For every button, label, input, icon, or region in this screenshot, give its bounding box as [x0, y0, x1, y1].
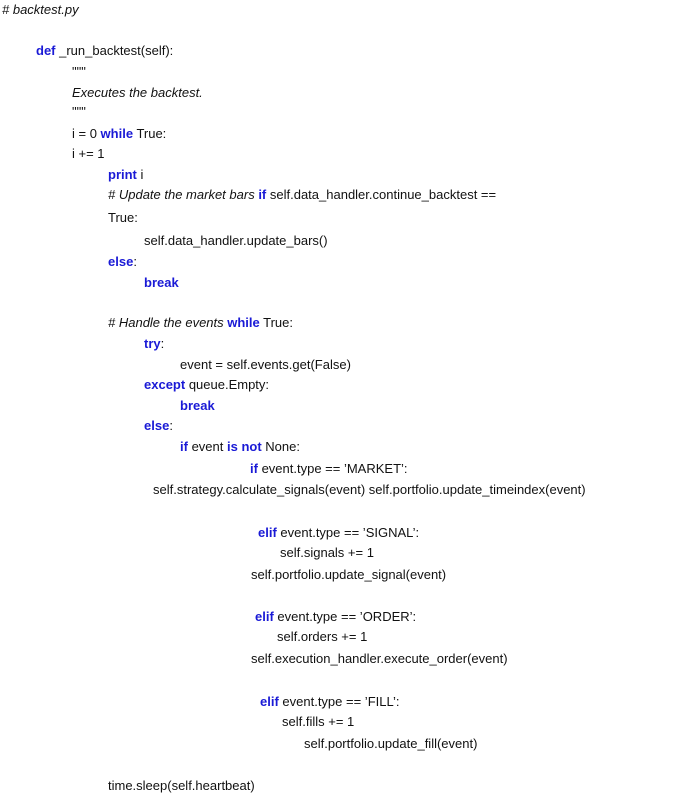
- keyword: print: [108, 167, 137, 182]
- filename-comment: # backtest.py: [2, 2, 79, 17]
- keyword: elif: [258, 525, 277, 540]
- code-text: i: [136, 167, 144, 182]
- code-text: True:: [259, 315, 294, 330]
- keyword: elif: [260, 694, 279, 709]
- code-line-sleep: time.sleep(self.heartbeat): [108, 778, 255, 793]
- keyword: while: [227, 315, 260, 330]
- keyword: def: [36, 43, 56, 58]
- code-line-update-bars: self.data_handler.update_bars(): [144, 233, 328, 248]
- docstring-text: Executes the backtest.: [72, 85, 203, 100]
- keyword: if: [258, 187, 267, 202]
- keyword: break: [144, 275, 179, 290]
- keyword: else: [108, 254, 134, 269]
- code-line-signals-inc: self.signals += 1: [280, 545, 374, 560]
- comment: # Update the market bars: [108, 187, 259, 202]
- code-line-update-fill: self.portfolio.update_fill(event): [304, 736, 478, 751]
- code-text: None:: [261, 439, 300, 454]
- keyword: try: [144, 336, 161, 351]
- code-line-elif-fill: [260, 694, 400, 710]
- code-line-elif-order: [255, 609, 416, 625]
- code-line-if-market: [250, 461, 408, 477]
- code-line-elif-signal: [258, 525, 419, 541]
- code-line-update-comment: [108, 187, 496, 203]
- code-line-except: [144, 377, 269, 393]
- code-line-while: [72, 126, 166, 142]
- keyword: if: [180, 439, 188, 454]
- code-line-break: [144, 275, 179, 291]
- comment: # Handle the events: [108, 315, 228, 330]
- code-text: event.type == ’FILL’:: [278, 694, 400, 709]
- code-line-handle-comment: [108, 315, 293, 331]
- keyword: while: [100, 126, 134, 141]
- code-text: :: [133, 254, 137, 269]
- code-text: self.data_handler.continue_backtest ==: [266, 187, 497, 202]
- code-line-try: [144, 336, 164, 352]
- keyword: is not: [226, 439, 262, 454]
- code-text: queue.Empty:: [185, 377, 270, 392]
- code-text: event.type == ’MARKET’:: [257, 461, 408, 476]
- code-line-def: [36, 43, 173, 59]
- code-line-get-event: event = self.events.get(False): [180, 357, 351, 372]
- code-text: event: [187, 439, 227, 454]
- code-text: event.type == ’SIGNAL’:: [276, 525, 420, 540]
- code-line-update-signal: self.portfolio.update_signal(event): [251, 567, 447, 582]
- code-line-else: [144, 418, 173, 434]
- keyword: if: [250, 461, 258, 476]
- keyword: except: [144, 377, 186, 392]
- code-text: True:: [133, 126, 167, 141]
- code-line-else: [108, 254, 137, 270]
- code-line-execute-order: self.execution_handler.execute_order(event): [251, 651, 508, 666]
- docstring-close: """: [72, 104, 86, 119]
- code-line-fills-inc: self.fills += 1: [282, 714, 355, 729]
- code-line-true: True:: [108, 210, 138, 225]
- code-text: i = 0: [72, 126, 101, 141]
- code-line-print: [108, 167, 143, 183]
- code-text: _run_backtest(self):: [55, 43, 174, 58]
- code-text: event.type == ’ORDER’:: [273, 609, 417, 624]
- code-text: :: [160, 336, 165, 351]
- docstring-open: """: [72, 64, 86, 79]
- code-line-market-actions: self.strategy.calculate_signals(event) self.portfolio.update_timeindex(event): [153, 482, 586, 497]
- code-text: :: [169, 418, 173, 433]
- keyword: else: [144, 418, 170, 433]
- keyword: elif: [255, 609, 274, 624]
- code-line-if-not-none: [180, 439, 300, 455]
- keyword: break: [180, 398, 215, 413]
- code-line-increment: i += 1: [72, 146, 105, 161]
- code-line-break: [180, 398, 215, 414]
- code-line-orders-inc: self.orders += 1: [277, 629, 368, 644]
